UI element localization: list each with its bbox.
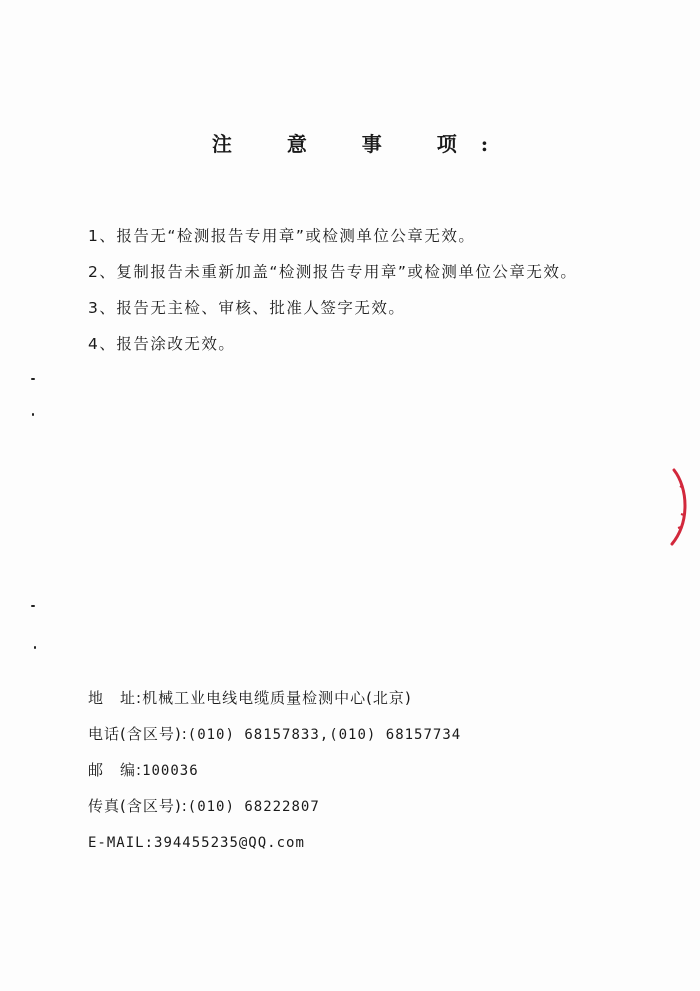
postcode-value: 100036	[142, 763, 199, 779]
fax-value: (010) 68222807	[187, 799, 320, 815]
address-label: 地 址:	[88, 689, 143, 707]
scan-speck	[32, 413, 34, 416]
address-row	[88, 686, 461, 722]
page-title: 注 意 事 项:	[211, 132, 513, 156]
email-row	[88, 830, 461, 866]
email-label: E-MAIL:	[88, 835, 155, 851]
scan-speck	[31, 378, 35, 380]
phone-row	[88, 722, 461, 758]
phone-value: (010) 68157833,(010) 68157734	[187, 727, 462, 743]
postcode-row	[88, 758, 461, 794]
contact-info	[88, 686, 461, 866]
email-value: 394455235@QQ.com	[154, 835, 305, 851]
notice-item-4: 4、报告涂改无效。	[88, 335, 236, 353]
postcode-label: 邮 编:	[88, 761, 143, 779]
fax-label: 传真(含区号):	[88, 797, 188, 815]
notice-item-2: 2、复制报告未重新加盖“检测报告专用章”或检测单位公章无效。	[88, 263, 578, 281]
scan-speck	[31, 605, 35, 607]
fax-row	[88, 794, 461, 830]
notice-list	[88, 224, 577, 368]
scan-speck	[34, 646, 36, 649]
notice-item-3: 3、报告无主检、审核、批准人签字无效。	[88, 299, 406, 317]
address-value: 机械工业电线电缆质量检测中心(北京)	[142, 689, 412, 707]
notice-item-1: 1、报告无“检测报告专用章”或检测单位公章无效。	[88, 227, 476, 245]
phone-label: 电话(含区号):	[88, 725, 188, 743]
seal-stamp-fragment-icon	[666, 466, 696, 548]
